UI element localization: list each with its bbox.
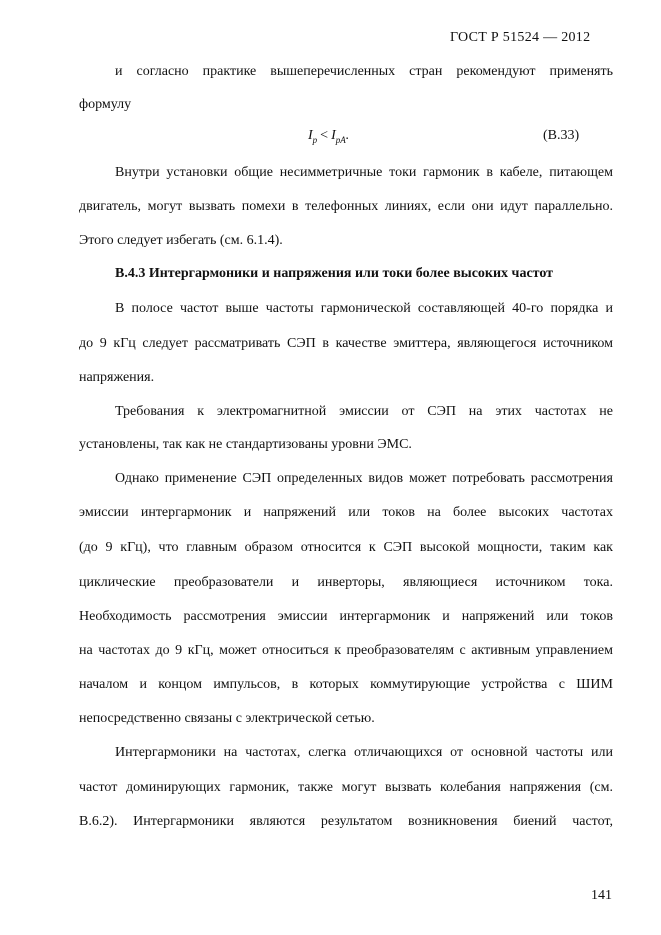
paragraph-5-line-6: на частотах до 9 кГц, может относиться к преобразователям с активным управлением: [79, 643, 613, 658]
formula-operator: <: [320, 128, 329, 143]
paragraph-5-line-3: (до 9 кГц), что главным образом относится к СЭП высокой мощности, таким как: [79, 540, 613, 555]
paragraph-5-line-5: Необходимость рассмотрения эмиссии интергармоник и напряжений или токов: [79, 609, 613, 624]
paragraph-4-line-1: Требования к электромагнитной эмиссии от СЭП на этих частотах не: [115, 404, 613, 419]
formula-rhs-subscript: pA: [335, 134, 346, 145]
formula-lhs: I: [308, 128, 313, 143]
paragraph-2-line-3: Этого следует избегать (см. 6.1.4).: [79, 233, 283, 248]
equation-number: (В.33): [543, 128, 580, 143]
paragraph-3-line-3: напряжения.: [79, 370, 155, 385]
formula-tail: .: [345, 128, 350, 143]
formula-lhs-subscript: p: [312, 134, 318, 145]
section-heading-b43: В.4.3 Интергармоники и напряжения или токи более высоких частот: [115, 266, 554, 281]
paragraph-4-line-2: установлены, так как не стандартизованы уровни ЭМС.: [79, 437, 412, 452]
paragraph-5-line-7: началом и концом импульсов, в которых коммутирующие устройства с ШИМ: [79, 677, 613, 692]
paragraph-5-line-4: циклические преобразователи и инверторы, являющиеся источником тока.: [79, 575, 613, 590]
paragraph-3-line-2: до 9 кГц следует рассматривать СЭП в качестве эмиттера, являющегося источником: [79, 336, 613, 351]
paragraph-5-line-8: непосредственно связаны с электрической сетью.: [79, 711, 375, 726]
paragraph-5-line-2: эмиссии интергармоник и напряжений или токов на более высоких частотах: [79, 505, 613, 520]
formula-rhs: I: [331, 128, 336, 143]
formula-b33: [308, 128, 349, 145]
paragraph-6-line-1: Интергармоники на частотах, слегка отличающихся от основной частоты или: [115, 745, 613, 760]
paragraph-6-line-2: частот доминирующих гармоник, также могут вызвать колебания напряжения (см.: [79, 780, 613, 795]
paragraph-2-line-2: двигатель, могут вызвать помехи в телефонных линиях, если они идут параллельно.: [79, 199, 613, 214]
page-number: 141: [591, 888, 612, 903]
paragraph-6-line-3: В.6.2). Интергармоники являются результатом возникновения биений частот,: [79, 814, 613, 829]
paragraph-2-line-1: Внутри установки общие несимметричные токи гармоник в кабеле, питающем: [115, 165, 613, 180]
paragraph-1-line-1: и согласно практике вышеперечисленных стран рекомендуют применять: [115, 64, 613, 79]
paragraph-3-line-1: В полосе частот выше частоты гармонической составляющей 40-го порядка и: [115, 301, 613, 316]
paragraph-1-line-2: формулу: [79, 97, 132, 112]
paragraph-5-line-1: Однако применение СЭП определенных видов может потребовать рассмотрения: [115, 471, 613, 486]
page-header-standard: ГОСТ Р 51524 — 2012: [450, 30, 591, 45]
